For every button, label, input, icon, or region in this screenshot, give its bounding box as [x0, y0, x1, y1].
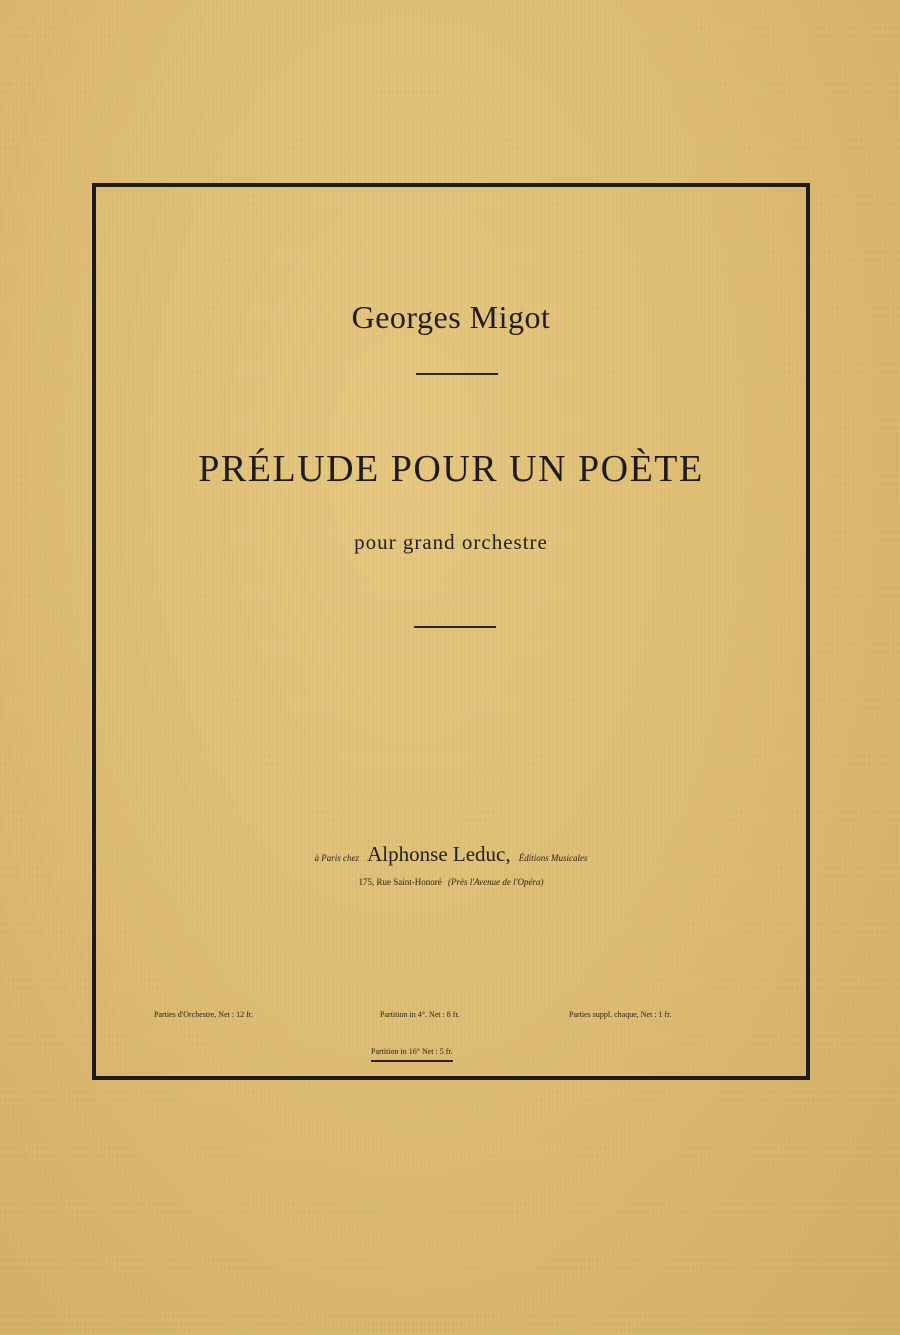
- price-orchestra-parts: Parties d'Orchestre, Net : 12 fr.: [154, 1010, 253, 1019]
- cover-frame: [92, 183, 810, 1080]
- publisher-address-line: [96, 877, 806, 887]
- price-score-pocket: Partition in 16° Net : 5 fr.: [371, 1047, 453, 1062]
- publisher-prefix: à Paris chez: [314, 853, 360, 863]
- price-extra-parts: Parties suppl. chaque, Net : 1 fr.: [569, 1010, 672, 1019]
- work-title: PRÉLUDE POUR UN POÈTE: [198, 448, 704, 490]
- divider-top: [416, 373, 498, 375]
- composer-name: Georges Migot: [351, 299, 551, 335]
- work-subtitle: pour grand orchestre: [354, 530, 548, 554]
- publisher-name: Alphonse Leduc,: [367, 842, 511, 866]
- price-score-quarto: Partition in 4°. Net : 8 fr.: [380, 1010, 460, 1019]
- publisher-address: 175, Rue Saint-Honoré: [358, 877, 442, 887]
- publisher-address-note: (Près l'Avenue de l'Opéra): [447, 877, 544, 887]
- publisher-line: [96, 842, 806, 867]
- divider-bottom: [414, 626, 496, 628]
- publisher-suffix: Éditions Musicales: [518, 853, 588, 863]
